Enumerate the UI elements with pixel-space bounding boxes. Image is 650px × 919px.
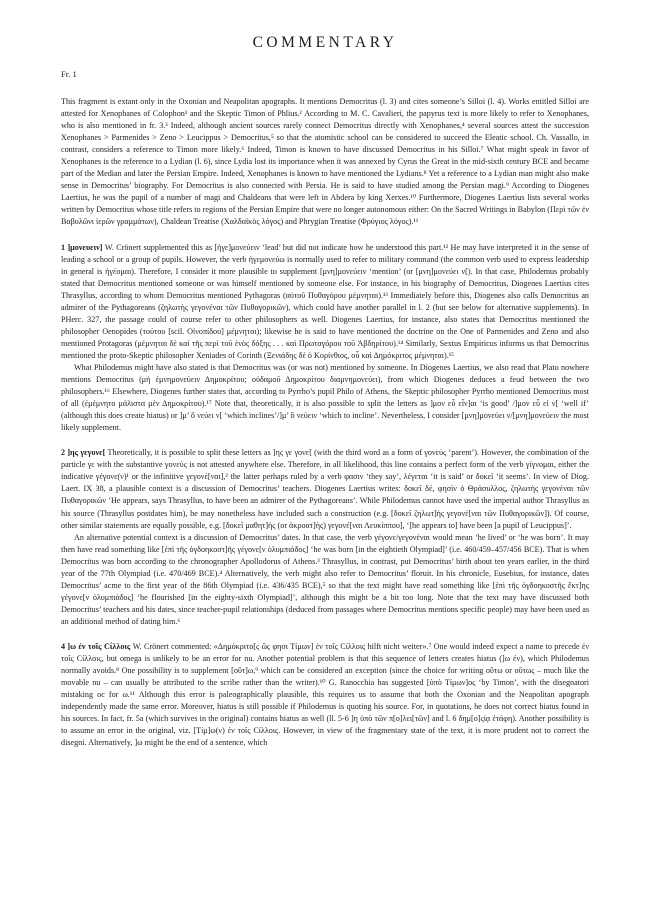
note-paragraph bbox=[61, 242, 589, 362]
note-text: W. Crönert commented: «Δημόκριτο[ς ὥς φησι Τίμων] ἐν τοῖς Cίλλοις hilft nicht weiter».⁷ One would indeed expect a name to precede ἐν τοῖς Cίλλοις, but omega is unlikely to be an error for nu. Another potential problem is that this sequence of letters creates hiatus (]ω ἐν), which Philodemus normally avoids.⁸ One possibility is to supplement [οὕτ]ω,⁹ which can be considered an exception (since the choice for writing οὕτω or οὕτως – much like the movable nu – can usually be attributed to the scribe rather than the writer).¹⁰ G. Ranocchia has suggested [ὑπὸ Τίμων]ος ‘by Timon’, with the disegnatori mistaking oc for ω.¹¹ Although this error is paleographically plausible, this requires us to assume that both the Oxonian and the Neapolitan apograph independently made the same error. Moreover, hiatus is still possible if Philodemus is quoting his source. For, in quotations, he does not correct hiatus found in his sources. In fact, fr. 5a (which survives in the original) contains hiatus as well (ll. 5-6 ]η ὑπὸ τῶν π[ο]λει[τῶν] and l. 6 δημ[ο]ςίᾳ ἐτάφη). Another possibility is to assume an error in the original, viz. [Τίμ]ω(ν) ἐν τοῖς Cίλλοις. However, in view of the fragmentary state of the text, it is more prudent not to correct the disegni. Alternatively, ]ω might be the end of a sentence, which bbox=[61, 641, 590, 748]
note-paragraph: An alternative potential context is a discussion of Democritus’ dates. In that case, the verb γέγονε/γεγονέναι would mean ‘he lived’ or ‘he was born’. It may then have read something like [ἐπὶ τῆς ὀγδοηκοστ]ῆς γέγονε[ν ὀλυμπιάδος] ‘he was born [in the eightieth Olympiad]’ (i.e. 460/459–457/456 BCE). That is when Democritus was born according to the chronographer Apollodorus of Athens.³ Thrasyllus, in contrast, put Democritus’ birth about ten years earlier, in the third year of the 77th Olympiad (i.e. 470/469 BCE).⁴ Alternatively, the verb might also refer to Democritus’ floruit. In his chronicle, Eusebius, for instance, dates Democritus’ acme to the first year of the 86th Olympiad (i.e. 436/435 BCE),⁵ so that the text might have read something like [ἐπὶ τῆς ὀγδοηκοστῆς ἕκτ]ης γέγονε[ν ὀλυμπιάδος] ‘he flourished [in the eighty-sixth Olympiad]’, although this might be a bit too long. Note that the text may have discussed both Democritus’ teachers and his dates, since teacher-pupil relationships (deduced from passages where Democritus mentions specific people) may have been used as an additional method of dating him.⁶ bbox=[61, 532, 589, 626]
note-text: Theoretically, it is possible to split these letters as ]ης γε γονε[ (with the third word as a form of γονεύς ‘parent’). However, the combination of the particle γε with the substantive γονεύς is not attested anywhere else. Therefore, in all likelihood, this line contains a perfect form of the verb γίγνομαι, either the indicative γέγονε(ν)¹ or the infinitive γεγονέ[ναι],² the latter perhaps ruled by a verb φασιν ‘they say’, λέγεται ‘it is said’ or δοκεῖ ‘it seems’. In view of Diog. Laert. IX 38, a plausible context is a discussion of Democritus’ teachers. Diogenes Laertius writes: δοκεῖ δέ, φησὶν ὁ Θράσυλλος, ζηλωτὴς γεγονέναι τῶν Πυθαγορικῶν ‘He appears, says Thrasyllus, to have been an admirer of the Pythagoreans’. While Philodemus cannot have used the imperial author Thrasyllus as his source (Thrasyllus postdates him), he may nonetheless have included such a construction (e.g. [δοκεῖ ζηλωτ]ὴς γεγονέ[ναι τῶν Πυθαγορικῶν]). Of course, other similar statements are equally possible, e.g. [δοκεῖ μαθητ]ὴς (or ἀκροατ]ὴς) γεγονέ[ναι Λευκίππου], ‘[he appears to] have been [a pupil of Leucippus]’. bbox=[61, 448, 589, 530]
page-title: COMMENTARY bbox=[252, 34, 398, 51]
note-paragraph bbox=[61, 641, 589, 749]
note-2 bbox=[61, 447, 589, 628]
note-3 bbox=[61, 641, 589, 749]
note-lemma: 2 ]ης γεγονε[ bbox=[61, 448, 106, 458]
note-lemma: 4 ]ω ἐν τοῖς Cίλλοις bbox=[61, 641, 131, 651]
intro-paragraph: This fragment is extant only in the Oxonian and Neapolitan apographs. It mentions Democritus (l. 3) and cites someone’s Silloi (l. 4). Works entitled Silloi are attested for Xenophanes of Colophon¹ and the Skeptic Timon of Phlius.² According to M. C. Cavalieri, the papyrus text is more likely to refer to Xenophanes, who is also mentioned in fr. 3.³ Indeed, although ancient sources rarely connect Democritus directly with Xenophanes,⁴ several sources attest the succession Xenophanes > Parmenides > Zeno > Leucippus > Democritus,⁵ so that the atomistic school can be considered to succeed the Eleatic school. Ch. Vassallo, in contrast, considers a reference to Timon more likely.⁶ Indeed, Timon is known to have discussed Democritus in his Silloi.⁷ What might speak in favor of Xenophanes is the reference to a Lydian (l. 6), since Lydia lost its importance when it was annexed by Cyrus the Great in the mid-sixth century BCE and became part of the Median and later the Persian Empire. Indeed, Xenophanes is known to have mentioned the Lydians.⁸ Yet a reference to a Lydian man might also make sense in Democritus’ biography. For Democritus is also connected with Persia. He is said to have studied among the Persian magi.⁹ According to Diogenes Laertius, he was the pupil of a number of magi and Chaldeans that were left in Abdera by king Xerxes.¹⁰ Furthermore, Diogenes Laertius lists several works written by Democritus whose title refers to regions of the Persian Empire that were no longer autonomous either: On the Sacred Writings in Babylon (Περὶ τῶν ἐν Βαβυλῶνι ἱερῶν γραμμάτων), Chaldean Treatise (Χαλδαϊκὸς λόγος) and Phrygian Treatise (Φρύγιος λόγος).¹¹ bbox=[61, 97, 589, 227]
note-text: W. Crönert supplemented this as [ἡγε]μονεύειν ‘lead’ but did not indicate how he understood this part.¹² He may have interpreted it in the sense of leading a school or a group of pupils. However, the verb ἡγεμονεύω is normally used to refer to military command (the common verb used to express leadership in general is ἡγέομαι). Therefore, I consider it more plausible to supplement [μνη]μονεύειν ‘mention’ (or [μνη]μονεύει ν[). In that case, Philodemus probably stated that Democritus mentioned someone or was himself mentioned by someone else. For instance, in his biography of Democritus, Diogenes Laertius cites Thrasyllus, according to whom Democritus mentioned Pythagoras (αὐτοῦ Πυθαγόρου μέμνηται).¹³ Immediately before this, Diogenes also calls Democritus an admirer of the Pythagoreans (ζηλωτὴς γεγονέναι τῶν Πυθαγορικῶν), which could have another parallel in l. 2 (but see below for alternative supplements). In PHerc. 327, the passage could of course refer to other philosophers as well. Diogenes Laertius, for instance, also states that Democritus mentioned the philosopher Oenopides (τούτου [scil. Οἰνοπίδου] μέμνηται); likewise he is said to have mentioned the doctrine on the One of Parmenides and Zeno and also mentioned Protagoras (μέμνηται δὲ καὶ τῆς περὶ τοῦ ἑνὸς δόξης . . . καὶ Πρωταγόρου τοῦ Ἀβδηρίτου).¹⁴ Similarly, Sextus Empiricus informs us that Democritus mentioned the proto-Skeptic philosopher Xeniades of Corinth (Ξενιάδης δὲ ὁ Κορίνθιος, οὗ καὶ Δημόκριτος μέμνηται).¹⁵ bbox=[61, 242, 589, 360]
note-1 bbox=[61, 242, 589, 435]
note-paragraph bbox=[61, 447, 589, 531]
intro-section bbox=[61, 96, 589, 229]
note-lemma: 1 ]μονευειν] bbox=[61, 242, 103, 252]
fragment-label: Fr. 1 bbox=[61, 69, 77, 79]
note-paragraph: What Philodemus might have also stated is that Democritus was (or was not) mentioned by someone. In Diogenes Laertius, we also read that Plato nowhere mentions Democritus (μὴ ἐμνημονεύειν Δημοκρίτου; οὐδαμοῦ Δημοκρίτου διαμνημονεύει), from which Diogenes deduces a feud between the two philosophers.¹⁶ Elsewhere, Diogenes further states that, according to Pyrrho’s pupil Philo of Athens, the Skeptic philosopher Pyrrho mentioned Democritus most of all (ἐμέμνητο μάλιστα μὲν Δημοκρίτου).¹⁷ Note that, theoretically, it is also possible to split the letters as ]μον εὖ εἶν]αι ‘is good’ /]μον εὖ εἰ ν[ ‘well if’ (although this does create hiatus) or ]μ’ ὃ νεύει ν[ ‘which inclines’/]μ’ ὃ νεύειν ‘which to incline’. Nevertheless, I consider [μνη]μονεύει ν/[μνη]μονεύειν the most likely supplement. bbox=[61, 362, 589, 433]
